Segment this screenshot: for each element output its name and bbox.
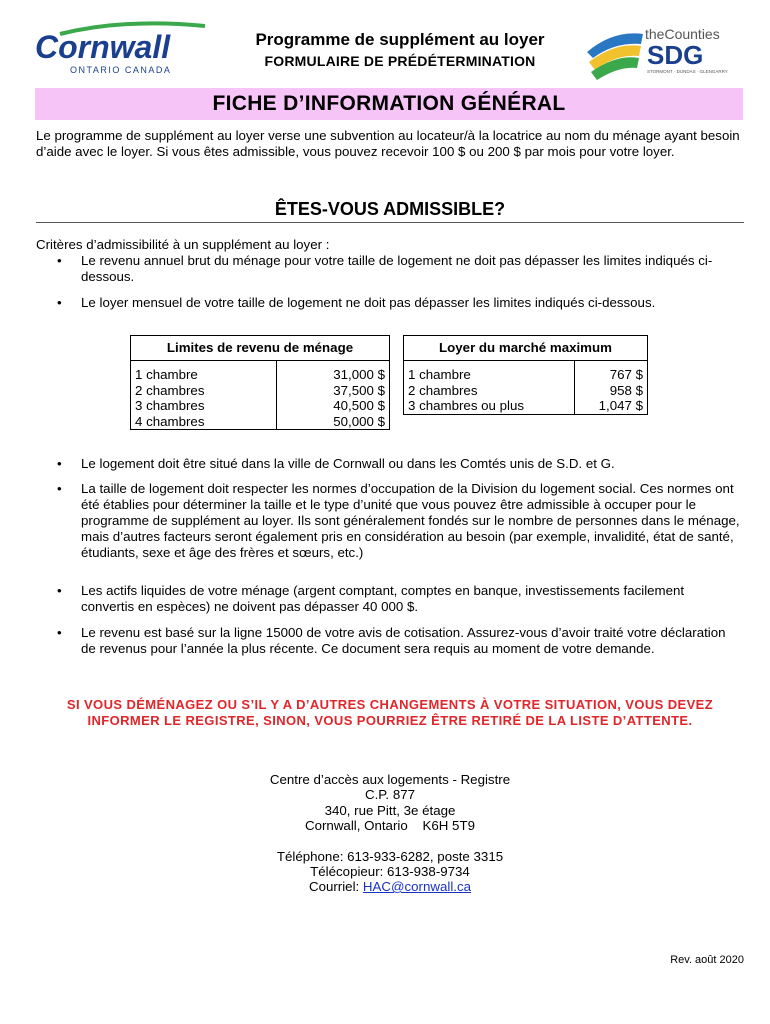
bullet-dot: •	[57, 456, 62, 471]
table-cell: 1 chambre	[408, 367, 471, 382]
cornwall-logo-sub: ONTARIO CANADA	[70, 65, 172, 75]
table-cell: 2 chambres	[408, 382, 478, 398]
table-cell: 31,000 $	[333, 367, 385, 382]
income-limits-table	[130, 335, 390, 430]
list-item-text: Les actifs liquides de votre ménage (argent comptant, comptes en banque, investissements facilement convertis en espèces) ne doivent pas dépasser 40 000 $.	[81, 583, 685, 614]
table-header: Loyer du marché maximum	[404, 336, 648, 361]
intro-paragraph: Le programme de supplément au loyer verse une subvention au locateur/à la locatrice au nom du ménage ayant besoin d’aide avec le loyer. Si vous êtes admissible, vous pouvez recevoir 100 $ ou 200 $ par mois pour votre loyer.	[36, 128, 740, 159]
table-cell: 3 chambres ou plus	[408, 398, 525, 413]
sdg-logo-sub: STORMONT · DUNDAS · GLENGARRY	[647, 69, 728, 74]
address-line: 340, rue Pitt, 3e étage	[324, 803, 456, 818]
bullet-dot: •	[57, 481, 62, 496]
email-line	[150, 879, 630, 894]
address-line: C.P. 877	[364, 787, 416, 802]
table-cell: 40,500 $	[333, 398, 385, 413]
section-title: ÊTES-VOUS ADMISSIBLE?	[274, 199, 506, 219]
table-cell: 1,047 $	[598, 398, 643, 413]
table-header: Limites de revenu de ménage	[131, 336, 390, 361]
table-values	[574, 361, 647, 415]
sdg-logo-text: SDG	[647, 40, 704, 70]
bullet-dot: •	[57, 583, 62, 598]
cornwall-logo	[30, 18, 215, 78]
banner	[35, 88, 743, 120]
banner-title: FICHE D’INFORMATION GÉNÉRAL	[212, 92, 566, 115]
email-label: Courriel:	[308, 879, 363, 894]
table-labels	[404, 361, 575, 415]
table-cell: 3 chambres	[135, 398, 205, 413]
table-cell: 767 $	[609, 367, 643, 382]
sdg-logo-top: theCounties	[645, 26, 720, 42]
cornwall-logo-text: Cornwall	[35, 29, 171, 65]
list-item-text: La taille de logement doit respecter les normes d’occupation de la Division du logement social. Ces normes ont été établies pour déterminer la taille et le type d’unité que vous pouvez être admissible à occuper pour le programme de supplément au loyer. Ils sont généralement fondés sur le nombre de personnes dans le ménage, mais d’autres facteurs seront également pris en considération au besoin (par exemple, invalidité, état de santé, étudiants, sexe et âge des frères et sœurs, etc.)	[81, 481, 740, 560]
phone-line: Téléphone: 613-933-6282, poste 3315	[276, 849, 504, 864]
list-item-text: Le loyer mensuel de votre taille de logement ne doit pas dépasser les limites indiqués ci-dessous.	[81, 295, 656, 310]
bullet-dot: •	[57, 253, 62, 268]
list-item-text: Le revenu est basé sur la ligne 15000 de votre avis de cotisation. Assurez-vous d’avoir traité votre déclaration de revenus pour l’année la plus récente. Ce document sera requis au moment de votre demande.	[81, 625, 726, 656]
address-line: Centre d’accès aux logements - Registre	[269, 772, 511, 787]
list-item-text: Le revenu annuel brut du ménage pour votre taille de logement ne doit pas dépasser les limites indiqués ci-dessous.	[81, 253, 713, 284]
rent-limits-table	[403, 335, 648, 415]
address-line: Cornwall, Ontario K6H 5T9	[305, 818, 475, 833]
form-subtitle: FORMULAIRE DE PRÉDÉTERMINATION	[264, 53, 536, 69]
list-item-text: Le logement doit être situé dans la ville de Cornwall ou dans les Comtés unis de S.D. et G.	[81, 456, 615, 471]
table-cell: 37,500 $	[333, 382, 385, 398]
table-cell: 4 chambres	[135, 413, 205, 429]
table-cell: 50,000 $	[333, 413, 385, 429]
email-link[interactable]: HAC@cornwall.ca	[362, 879, 472, 894]
bullet-dot: •	[57, 625, 62, 640]
table-cell: 958 $	[609, 382, 643, 398]
warning-notice: SI VOUS DÉMÉNAGEZ OU S’IL Y A D’AUTRES CHANGEMENTS À VOTRE SITUATION, VOUS DEVEZ INFORMER LE REGISTRE, SINON, VOUS POURRIEZ ÊTRE RETIRÉ DE LA LISTE D’ATTENTE.	[66, 697, 714, 728]
fax-line: Télécopieur: 613-938-9734	[310, 864, 470, 879]
table-labels	[131, 361, 277, 430]
table-cell: 1 chambre	[135, 367, 198, 382]
sdg-logo	[583, 22, 743, 82]
bullet-dot: •	[57, 295, 62, 310]
table-cell: 2 chambres	[135, 382, 205, 398]
section-divider	[36, 222, 744, 223]
criteria-intro: Critères d’admissibilité à un supplément au loyer :	[36, 237, 330, 252]
form-title: Programme de supplément au loyer	[255, 30, 545, 49]
table-values	[276, 361, 389, 430]
revision-date: Rev. août 2020	[670, 954, 744, 966]
